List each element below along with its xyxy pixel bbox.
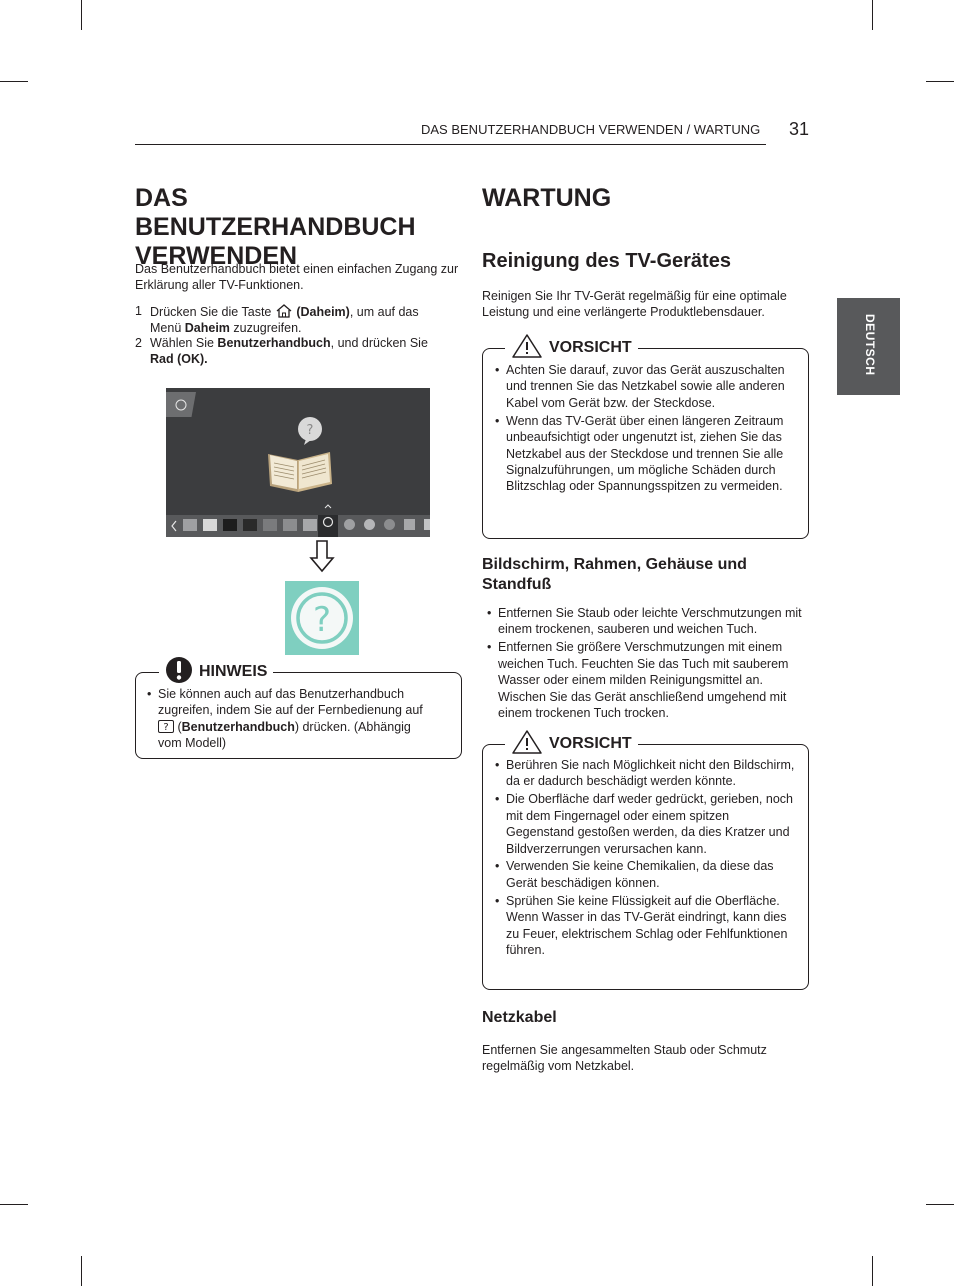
svg-text:?: ? — [306, 423, 314, 438]
caution-title: VORSICHT — [549, 735, 632, 752]
down-arrow-icon — [309, 540, 335, 573]
step-number: 1 — [135, 304, 142, 318]
note-item: • Sie können auch auf das Benutzerhandbuch zugreifen, indem Sie auf der Fernbedienung auf ? (Benutzerhandbuch) drücken. (Abhängig vom Modell) — [147, 686, 452, 752]
step-bold: Daheim — [184, 320, 230, 335]
crop-mark — [872, 1256, 873, 1286]
help-key-icon — [158, 720, 174, 733]
cleaning-heading — [482, 250, 731, 273]
caution-item: • Sprühen Sie keine Flüssigkeit auf die Oberfläche. Wenn Wasser in das TV-Gerät eindringt, kann dies zu Feuer, elektrischem Schlag oder Fehlfunktionen führen. — [495, 893, 795, 959]
manual-app-icon — [321, 503, 335, 531]
note-bold: Benutzerhandbuch — [181, 719, 295, 734]
left-intro: Das Benutzerhandbuch bietet einen einfachen Zugang zur Erklärung aller TV-Funktionen. — [135, 262, 459, 293]
caution-item: • Berühren Sie nach Möglichkeit nicht den Bildschirm, da er dadurch beschädigt werden könnte. — [495, 757, 795, 790]
crop-mark — [0, 1204, 28, 1205]
section-title: Netzkabel — [482, 1009, 557, 1026]
left-title — [135, 184, 465, 271]
step-text: , und drücken Sie — [330, 336, 428, 350]
header-rule — [135, 144, 766, 145]
language-tab — [837, 298, 900, 395]
list-item: • Entfernen Sie Staub oder leichte Verschmutzungen mit einem trockenen, sauberen und weichen Tuch. — [487, 605, 807, 638]
exclamation-icon — [165, 656, 193, 684]
help-button-illustration — [285, 581, 359, 655]
launcher-apps — [183, 519, 337, 531]
caution-item: • Wenn das TV-Gerät über einen längeren Zeitraum unbeaufsichtigt oder ungenutzt ist, ziehen Sie das Netzkabel aus der Steckdose und trennen Sie alle Signalzuführungen, um mögliche Schäden durch Blitzschlag oder Spannungsspitzen zu vermeiden. — [495, 413, 785, 495]
warning-triangle-icon — [511, 333, 543, 359]
crop-mark — [81, 1256, 82, 1286]
caution-heading-1 — [505, 333, 638, 359]
list-item: • Entfernen Sie größere Verschmutzungen mit einem weichen Tuch. Feuchten Sie das Tuch mit sauberem Wasser oder einem milden Reinigungsmittel an. Wischen Sie das Gerät anschließend umgehend mit einem trockenen Tuch trocken. — [487, 639, 807, 721]
section-title: Bildschirm, Rahmen, Gehäuse und Standfuß — [482, 556, 747, 593]
app-tile-icon — [303, 519, 317, 531]
step-2 — [135, 336, 455, 367]
svg-text:?: ? — [312, 600, 332, 640]
note-text: ) drücken. (Abhängig — [294, 719, 411, 734]
step-text: Wählen Sie — [150, 336, 214, 350]
note-title: HINWEIS — [199, 663, 268, 680]
caution-title: VORSICHT — [549, 339, 632, 356]
caution-item: • Die Oberfläche darf weder gedrückt, gerieben, noch mit dem Fingernagel oder einem spitzen Gegenstand gestoßen werden, da dies Kratzer und Bildverzerrungen verursachen kann. — [495, 791, 795, 857]
caution-heading-2 — [505, 729, 638, 755]
note-text: zugreifen, indem Sie auf der Fernbedienung auf — [158, 703, 423, 718]
crop-mark — [81, 0, 82, 30]
app-tile-icon — [364, 519, 375, 530]
app-tile-icon — [263, 519, 277, 531]
svg-text:?: ? — [163, 721, 169, 733]
step-text: Menü — [150, 320, 182, 335]
caution-item: • Achten Sie darauf, zuvor das Gerät auszuschalten und trennen Sie das Netzkabel sowie alle anderen Kabel vom Gerät bzw. der Steckdose. — [495, 362, 785, 411]
warning-triangle-icon — [511, 729, 543, 755]
cleaning-subtitle: Reinigung des TV-Gerätes — [482, 250, 731, 272]
wartung-title: WARTUNG — [482, 184, 612, 212]
section-screen-list — [487, 605, 807, 723]
app-tile-icon — [203, 519, 217, 531]
cleaning-intro: Reinigen Sie Ihr TV-Gerät regelmäßig für eine optimale Leistung und eine verlängerte Produktlebensdauer. — [482, 289, 787, 320]
note-text: Sie können auch auf das Benutzerhandbuch — [158, 687, 405, 701]
step-text: , um auf das — [349, 305, 419, 319]
step-text: Drücken Sie die Taste — [150, 305, 272, 319]
launcher-apps-right — [344, 519, 430, 530]
step-bold: (Daheim) — [296, 305, 350, 319]
step-text: zuzugreifen. — [233, 320, 302, 335]
app-tile-icon — [404, 519, 415, 530]
crop-mark — [926, 1204, 954, 1205]
step-1 — [135, 304, 455, 336]
question-mark-icon — [285, 581, 359, 655]
app-tile-icon — [283, 519, 297, 531]
right-title — [482, 184, 611, 213]
running-header: DAS BENUTZERHANDBUCH VERWENDEN / WARTUNG — [421, 122, 761, 137]
steps-list — [135, 304, 455, 367]
language-tab-label: DEUTSCH — [863, 314, 877, 376]
step-bold: Rad (OK). — [150, 351, 208, 366]
note-text: vom Modell) — [158, 736, 227, 751]
note-heading — [159, 656, 273, 684]
chevron-left-icon — [169, 519, 179, 533]
section-cable-text: Entfernen Sie angesammelten Staub oder Schmutz regelmäßig vom Netzkabel. — [482, 1043, 767, 1074]
manual-book-icon — [264, 414, 336, 494]
caution-list-1 — [495, 362, 785, 496]
caution-item: • Verwenden Sie keine Chemikalien, da diese das Gerät beschädigen können. — [495, 858, 795, 891]
app-tile-icon — [183, 519, 197, 531]
app-tile-icon — [344, 519, 355, 530]
app-tile-icon — [243, 519, 257, 531]
caution-list-2 — [495, 757, 795, 960]
left-title-line1: DAS BENUTZERHANDBUCH — [135, 184, 416, 241]
step-bold: Benutzerhandbuch — [217, 336, 331, 350]
home-icon — [275, 304, 293, 318]
crop-mark — [0, 81, 28, 82]
crop-mark — [872, 0, 873, 30]
section-screen-heading — [482, 555, 792, 595]
step-number: 2 — [135, 336, 142, 350]
left-title-line2: VERWENDEN — [135, 242, 298, 270]
crop-mark — [926, 81, 954, 82]
app-tile-icon — [424, 519, 430, 530]
tv-screen-illustration — [166, 388, 430, 537]
page-number: 31 — [789, 119, 810, 139]
note-content — [147, 686, 452, 753]
app-tile-icon — [223, 519, 237, 531]
app-tile-icon — [384, 519, 395, 530]
section-cable-heading — [482, 1008, 557, 1028]
screen-info-icon — [174, 399, 188, 411]
